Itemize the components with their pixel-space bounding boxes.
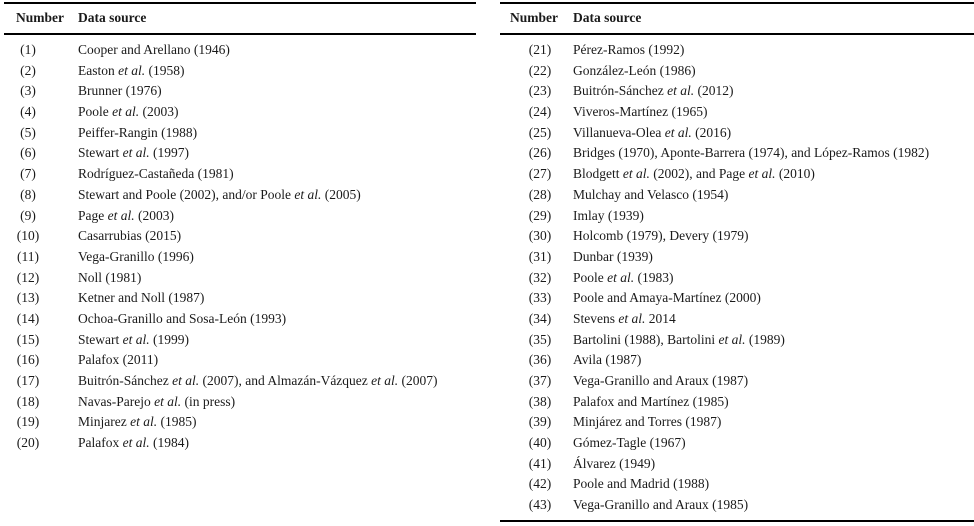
row-data-source: Vega-Granillo and Araux (1985) [573, 497, 749, 513]
row-number: (20) [16, 435, 40, 451]
row-number: (8) [20, 186, 36, 202]
row-number: (16) [16, 352, 40, 368]
table-row [500, 454, 974, 475]
header-number: Number [16, 10, 64, 25]
row-number: (32) [528, 269, 552, 285]
row-number: (22) [528, 62, 552, 78]
table-row [500, 268, 974, 289]
top-rule [4, 2, 476, 4]
row-data-source: Page et al. (2003) [78, 207, 174, 223]
row-data-source: Ochoa-Granillo and Sosa-León (1993) [78, 310, 287, 326]
row-data-source: Poole et al. (1983) [573, 269, 674, 285]
row-data-source: Stewart et al. (1997) [78, 145, 189, 161]
row-number: (42) [528, 476, 552, 492]
table-row [4, 81, 476, 102]
row-number: (19) [16, 414, 40, 430]
row-number: (24) [528, 104, 552, 120]
table-row [500, 330, 974, 351]
row-data-source: Holcomb (1979), Devery (1979) [573, 228, 749, 244]
table-row [500, 288, 974, 309]
table-row [4, 350, 476, 371]
row-data-source: Viveros-Martínez (1965) [573, 104, 708, 120]
table-row [500, 185, 974, 206]
bottom-rule [500, 520, 974, 522]
row-data-source: Bartolini (1988), Bartolini et al. (1989) [573, 331, 785, 347]
table-row [500, 164, 974, 185]
table-row [500, 102, 974, 123]
table-body [500, 40, 974, 516]
header-rule [500, 33, 974, 35]
table-row [500, 61, 974, 82]
row-data-source: Pérez-Ramos (1992) [573, 42, 685, 57]
table-row [4, 330, 476, 351]
row-number: (11) [17, 248, 39, 264]
row-number: (14) [16, 310, 40, 326]
table-row [4, 309, 476, 330]
table-row [500, 350, 974, 371]
row-data-source: González-León (1986) [573, 62, 696, 78]
row-data-source: Gómez-Tagle (1967) [573, 435, 686, 451]
table-row [4, 206, 476, 227]
row-number: (9) [20, 207, 36, 223]
table-header [500, 10, 974, 30]
row-data-source: Vega-Granillo and Araux (1987) [573, 373, 749, 388]
row-number: (10) [16, 228, 40, 244]
table-row [4, 268, 476, 289]
row-number: (41) [528, 455, 552, 471]
table-row [4, 61, 476, 82]
row-data-source: Palafox and Martínez (1985) [573, 393, 729, 409]
top-rule [500, 2, 974, 4]
row-number: (4) [20, 104, 36, 120]
table-row [500, 309, 974, 330]
header-rule [4, 33, 476, 35]
row-data-source: Rodríguez-Castañeda (1981) [78, 166, 234, 182]
row-number: (30) [528, 228, 552, 244]
row-data-source: Dunbar (1939) [573, 248, 653, 264]
table-row [4, 247, 476, 268]
row-data-source: Minjarez et al. (1985) [78, 414, 197, 430]
row-number: (21) [528, 42, 552, 57]
header-number: Number [510, 10, 558, 25]
row-number: (35) [528, 331, 552, 347]
row-data-source: Bridges (1970), Aponte-Barrera (1974), and López-Ramos (1982) [573, 145, 930, 161]
table-row [500, 433, 974, 454]
table-row [500, 371, 974, 392]
row-number: (15) [16, 331, 40, 347]
table-row [500, 247, 974, 268]
row-data-source: Villanueva-Olea et al. (2016) [573, 124, 732, 140]
row-number: (7) [20, 166, 36, 182]
table-row [500, 412, 974, 433]
table-row [500, 40, 974, 61]
row-data-source: Casarrubias (2015) [78, 228, 182, 244]
table-row [4, 185, 476, 206]
row-data-source: Cooper and Arellano (1946) [78, 42, 230, 57]
row-number: (25) [528, 124, 552, 140]
table-row [4, 392, 476, 413]
row-data-source: Poole and Amaya-Martínez (2000) [573, 290, 761, 306]
table-row [4, 226, 476, 247]
table-row [4, 143, 476, 164]
row-number: (2) [20, 62, 36, 78]
table-row [500, 495, 974, 516]
row-data-source: Poole et al. (2003) [78, 104, 179, 120]
row-data-source: Easton et al. (1958) [78, 62, 185, 78]
table-body [4, 40, 476, 454]
row-number: (29) [528, 207, 552, 223]
row-number: (13) [16, 290, 40, 306]
row-data-source: Álvarez (1949) [573, 455, 656, 471]
row-data-source: Stewart et al. (1999) [78, 331, 189, 347]
header-data-source: Data source [78, 10, 147, 25]
row-data-source: Avila (1987) [573, 352, 642, 368]
table-row [500, 81, 974, 102]
row-number: (18) [16, 393, 40, 409]
table-row [4, 371, 476, 392]
row-data-source: Ketner and Noll (1987) [78, 290, 205, 306]
row-data-source: Poole and Madrid (1988) [573, 476, 710, 492]
row-number: (17) [16, 373, 40, 388]
row-number: (36) [528, 352, 552, 368]
row-number: (37) [528, 373, 552, 388]
row-number: (27) [528, 166, 552, 182]
row-data-source: Peiffer-Rangin (1988) [78, 124, 198, 140]
row-number: (39) [528, 414, 552, 430]
table-row [500, 474, 974, 495]
table-row [4, 40, 476, 61]
row-number: (26) [528, 145, 552, 161]
table-row [500, 206, 974, 227]
row-number: (12) [16, 269, 40, 285]
row-data-source: Stevens et al. 2014 [573, 310, 676, 326]
table-header [4, 10, 476, 30]
table-row [500, 143, 974, 164]
row-number: (5) [20, 124, 36, 140]
row-data-source: Buitrón-Sánchez et al. (2012) [573, 83, 734, 99]
row-number: (40) [528, 435, 552, 451]
table-row [4, 288, 476, 309]
row-data-source: Buitrón-Sánchez et al. (2007), and Almazán-Vázquez et al. (2007) [78, 373, 438, 388]
header-data-source: Data source [573, 10, 642, 25]
row-number: (33) [528, 290, 552, 306]
row-number: (1) [20, 42, 36, 57]
row-data-source: Blodgett et al. (2002), and Page et al. (2010) [573, 166, 815, 182]
row-number: (31) [528, 248, 552, 264]
row-data-source: Brunner (1976) [78, 83, 162, 99]
table-row [500, 392, 974, 413]
row-number: (3) [20, 83, 36, 99]
row-data-source: Palafox et al. (1984) [78, 435, 189, 451]
row-number: (38) [528, 393, 552, 409]
row-number: (23) [528, 83, 552, 99]
row-data-source: Vega-Granillo (1996) [78, 248, 194, 264]
row-number: (34) [528, 310, 552, 326]
table-row [4, 123, 476, 144]
row-data-source: Minjárez and Torres (1987) [573, 414, 722, 430]
row-number: (28) [528, 186, 552, 202]
row-data-source: Mulchay and Velasco (1954) [573, 186, 729, 202]
table-row [4, 164, 476, 185]
table-row [4, 433, 476, 454]
table-row [500, 123, 974, 144]
row-number: (6) [20, 145, 36, 161]
row-data-source: Navas-Parejo et al. (in press) [78, 393, 236, 409]
row-data-source: Imlay (1939) [573, 207, 644, 223]
row-data-source: Palafox (2011) [78, 352, 159, 368]
table-row [4, 102, 476, 123]
row-number: (43) [528, 497, 552, 513]
table-row [4, 412, 476, 433]
table-row [500, 226, 974, 247]
row-data-source: Noll (1981) [78, 269, 142, 285]
row-data-source: Stewart and Poole (2002), and/or Poole et al. (2005) [78, 186, 361, 202]
